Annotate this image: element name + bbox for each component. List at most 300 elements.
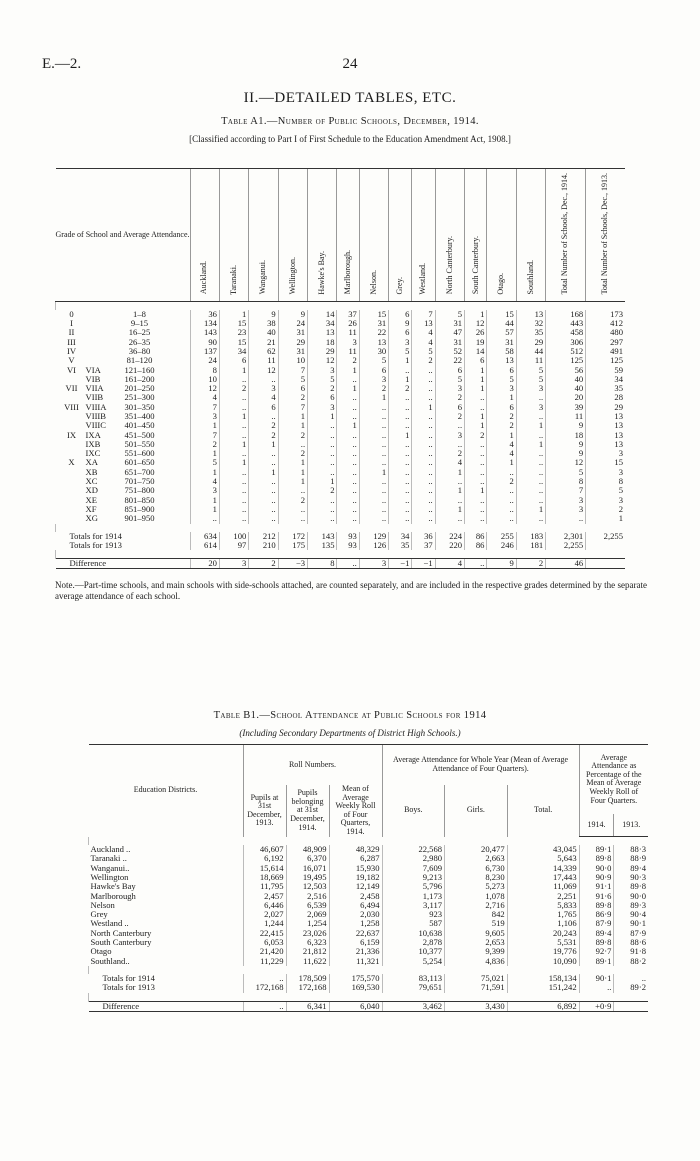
value-cell: 15	[586, 458, 625, 467]
value-cell: ..	[359, 431, 388, 440]
value-cell: 126	[359, 541, 388, 550]
attendance-range: 401–450	[124, 420, 155, 431]
column-header	[249, 169, 278, 302]
value-cell: 634	[190, 532, 219, 541]
roll-header: Roll Numbers.	[243, 745, 382, 786]
value-cell: 6	[435, 403, 464, 412]
subgrade-label: XB	[85, 466, 98, 477]
value-cell: 5	[308, 375, 337, 384]
value-cell: ..	[337, 496, 359, 505]
value-cell: 31	[487, 338, 516, 347]
value-cell: ..	[435, 421, 464, 430]
value-cell: 13	[516, 310, 545, 319]
value-cell: ..	[412, 505, 435, 514]
value-cell: 5	[586, 486, 625, 495]
grade-cell	[56, 496, 191, 505]
column-header-label: South Canterbury.	[470, 236, 480, 295]
value-cell: 5,643	[507, 854, 579, 863]
pupils-1913-header: Pupils at 31st December, 1913.	[243, 785, 286, 837]
value-cell: 34	[586, 375, 625, 384]
value-cell: 6	[308, 393, 337, 402]
value-cell: ..	[337, 440, 359, 449]
attendance-range: 9–15	[130, 318, 149, 329]
mean-roll-header: Mean of Average Weekly Roll of Four Quarters, 1914.	[329, 785, 382, 837]
value-cell: 15,614	[243, 864, 286, 873]
column-header	[219, 169, 248, 302]
value-cell: 1	[337, 384, 359, 393]
value-cell: 255	[487, 532, 516, 541]
value-cell: 83,113	[382, 974, 445, 983]
value-cell: 172,168	[286, 983, 329, 992]
page-number: 24	[342, 56, 358, 72]
value-cell: 13	[586, 421, 625, 430]
value-cell: 212	[249, 532, 278, 541]
value-cell: 8	[546, 477, 586, 486]
value-cell: 519	[445, 919, 508, 928]
value-cell: 29	[586, 403, 625, 412]
value-cell: 10,090	[507, 957, 579, 966]
value-cell: 91·6	[579, 892, 614, 901]
value-cell: 26	[465, 328, 487, 337]
value-cell: 2	[249, 559, 278, 569]
value-cell: 43,045	[507, 845, 579, 854]
value-cell: 6,494	[329, 901, 382, 910]
district-name: Nelson	[90, 899, 115, 910]
subgrade-label: XG	[85, 513, 98, 524]
value-cell: 1	[190, 449, 219, 458]
value-cell: ..	[516, 496, 545, 505]
value-cell: ..	[487, 468, 516, 477]
value-cell: 1	[359, 468, 388, 477]
value-cell: ..	[412, 366, 435, 375]
value-cell: 151,242	[507, 983, 579, 992]
value-cell: 90·3	[614, 873, 648, 882]
value-cell: 13	[359, 338, 388, 347]
value-cell: 6	[435, 366, 464, 375]
value-cell: 9	[546, 440, 586, 449]
value-cell: 19,776	[507, 947, 579, 956]
value-cell: 2,716	[445, 901, 508, 910]
value-cell: 1	[190, 468, 219, 477]
value-cell: 13	[586, 412, 625, 421]
column-header	[435, 169, 464, 302]
value-cell: 6,370	[286, 854, 329, 863]
grade-cell	[56, 468, 191, 477]
value-cell: 3	[359, 375, 388, 384]
value-cell: 6,159	[329, 938, 382, 947]
value-cell: ..	[389, 486, 412, 495]
value-cell: ..	[219, 514, 248, 523]
value-cell: 22,415	[243, 929, 286, 938]
value-cell: 1	[308, 412, 337, 421]
district-name: Marlborough	[90, 890, 136, 901]
value-cell: 21,336	[329, 947, 382, 956]
column-header	[359, 169, 388, 302]
grade-label: II	[68, 327, 75, 338]
attendance-range: 201–250	[124, 383, 155, 394]
value-cell: 88·9	[614, 854, 648, 863]
attendance-range: 36–80	[128, 345, 151, 356]
value-cell: 1	[435, 468, 464, 477]
column-header-label: Westland.	[418, 262, 428, 295]
value-cell: 1	[337, 366, 359, 375]
value-cell: ..	[412, 514, 435, 523]
value-cell: 31	[359, 319, 388, 328]
value-cell: 2,457	[243, 892, 286, 901]
value-cell: ..	[249, 505, 278, 514]
value-cell: 11,795	[243, 882, 286, 891]
column-header-label: Marlborough.	[342, 250, 352, 295]
value-cell: 1	[435, 505, 464, 514]
value-cell: 125	[546, 356, 586, 365]
value-cell: 246	[487, 541, 516, 550]
value-cell: 11	[516, 356, 545, 365]
value-cell: 1	[219, 440, 248, 449]
value-cell: 9	[249, 310, 278, 319]
value-cell: 29	[278, 338, 307, 347]
value-cell: ..	[308, 458, 337, 467]
value-cell: ..	[465, 559, 487, 569]
value-cell: 13	[412, 319, 435, 328]
value-cell: 1	[487, 458, 516, 467]
district-name: South Canterbury	[90, 937, 152, 948]
attendance-range: 801–850	[124, 494, 155, 505]
value-cell: 12	[249, 366, 278, 375]
value-cell: 6	[389, 328, 412, 337]
value-cell: ..	[359, 440, 388, 449]
value-cell: 2,027	[243, 910, 286, 919]
value-cell: 6,446	[243, 901, 286, 910]
column-header	[546, 169, 586, 302]
value-cell: 1	[487, 393, 516, 402]
value-cell: −1	[389, 559, 412, 569]
column-header-label: Hawke's Bay.	[317, 250, 327, 295]
value-cell: 35	[516, 328, 545, 337]
year-1913-header: 1913.	[614, 814, 648, 837]
value-cell: 3	[389, 338, 412, 347]
value-cell: ..	[359, 514, 388, 523]
value-cell: 8	[586, 477, 625, 486]
value-cell: ..	[389, 393, 412, 402]
value-cell: 4	[435, 458, 464, 467]
value-cell: ..	[337, 458, 359, 467]
value-cell: 9,399	[445, 947, 508, 956]
subgrade-label: XA	[85, 457, 98, 468]
value-cell: ..	[412, 393, 435, 402]
value-cell: 7	[278, 403, 307, 412]
value-cell: ..	[389, 440, 412, 449]
value-cell: 15	[487, 310, 516, 319]
value-cell: 614	[190, 541, 219, 550]
value-cell: 11	[546, 412, 586, 421]
value-cell: 1	[487, 431, 516, 440]
district-name: North Canterbury	[90, 927, 152, 938]
grade-label: IV	[66, 345, 77, 356]
value-cell: ..	[435, 496, 464, 505]
value-cell: 125	[586, 356, 625, 365]
value-cell: 183	[516, 532, 545, 541]
attendance-range: 81–120	[126, 355, 153, 366]
value-cell: 90·1	[614, 919, 648, 928]
value-cell: 4	[487, 440, 516, 449]
value-cell: 24	[278, 319, 307, 328]
value-cell: ..	[278, 505, 307, 514]
grade-cell	[56, 505, 191, 514]
value-cell: 3	[308, 403, 337, 412]
value-cell: 7,609	[382, 864, 445, 873]
value-cell: 1,765	[507, 910, 579, 919]
column-header-label: Auckland.	[199, 261, 209, 295]
grade-cell	[56, 310, 191, 319]
value-cell: 1	[435, 486, 464, 495]
value-cell: ..	[249, 514, 278, 523]
attendance-range: 16–25	[128, 327, 151, 338]
grade-cell	[56, 403, 191, 412]
value-cell: 8	[190, 366, 219, 375]
value-cell: 6	[249, 403, 278, 412]
value-cell: 6	[465, 356, 487, 365]
value-cell: 92·7	[579, 947, 614, 956]
value-cell: 7	[412, 310, 435, 319]
value-cell: 1	[219, 366, 248, 375]
value-cell: 1	[219, 412, 248, 421]
attendance-range: 1–8	[133, 308, 146, 319]
value-cell: 1	[516, 440, 545, 449]
value-cell: 143	[308, 532, 337, 541]
table-row	[56, 514, 626, 523]
value-cell: 93	[337, 541, 359, 550]
value-cell: ..	[359, 486, 388, 495]
value-cell: ..	[412, 458, 435, 467]
value-cell: 19,182	[329, 873, 382, 882]
value-cell: 5	[435, 375, 464, 384]
value-cell: ..	[337, 505, 359, 514]
value-cell: ..	[579, 983, 614, 992]
grade-cell	[56, 440, 191, 449]
value-cell: 29	[516, 338, 545, 347]
value-cell: 13	[308, 328, 337, 337]
subgrade-label: IXB	[85, 438, 101, 449]
value-cell: 2,069	[286, 910, 329, 919]
value-cell: 4	[435, 559, 464, 569]
grade-cell	[56, 458, 191, 467]
grade-cell	[56, 366, 191, 375]
value-cell: 40	[249, 328, 278, 337]
value-cell: 4	[190, 393, 219, 402]
table-b-subcaption: (Including Secondary Departments of District High Schools.)	[239, 728, 461, 738]
grade-label: I	[70, 318, 73, 329]
value-cell: ..	[412, 477, 435, 486]
column-header-label: Otago.	[496, 272, 506, 295]
value-cell: ..	[516, 468, 545, 477]
value-cell: 3	[435, 384, 464, 393]
value-cell: 1	[190, 505, 219, 514]
value-cell: 90·0	[579, 864, 614, 873]
value-cell: 3	[586, 449, 625, 458]
value-cell: 458	[546, 328, 586, 337]
value-cell: 15	[219, 338, 248, 347]
value-cell: 6,287	[329, 854, 382, 863]
value-cell: 89·8	[579, 854, 614, 863]
value-cell: 134	[190, 319, 219, 328]
value-cell: 1	[219, 458, 248, 467]
value-cell: 31	[435, 338, 464, 347]
value-cell: 480	[586, 328, 625, 337]
value-cell: 5,254	[382, 957, 445, 966]
value-cell: 89·4	[579, 929, 614, 938]
attendance-range: 601–650	[124, 457, 155, 468]
value-cell: 1	[389, 431, 412, 440]
value-cell: 6,341	[286, 1001, 329, 1011]
value-cell: ..	[359, 403, 388, 412]
value-cell: 1,078	[445, 892, 508, 901]
value-cell: ..	[412, 468, 435, 477]
value-cell: 3	[190, 486, 219, 495]
value-cell: 2,255	[586, 532, 625, 541]
value-cell: ..	[359, 505, 388, 514]
value-cell: 6,192	[243, 854, 286, 863]
value-cell: 1	[278, 412, 307, 421]
value-cell: ..	[249, 375, 278, 384]
column-header-label: Wellington.	[287, 257, 297, 295]
value-cell: 86	[465, 541, 487, 550]
value-cell: ..	[337, 449, 359, 458]
column-header	[516, 169, 545, 302]
value-cell: ..	[337, 375, 359, 384]
district-name: Southland..	[90, 955, 130, 966]
value-cell: 12	[546, 458, 586, 467]
value-cell: 7	[278, 366, 307, 375]
value-cell: 89·1	[579, 845, 614, 854]
value-cell: 2	[487, 477, 516, 486]
value-cell: ..	[308, 421, 337, 430]
attendance-range: 901–950	[124, 513, 155, 524]
value-cell: 29	[308, 347, 337, 356]
value-cell: 6	[487, 366, 516, 375]
value-cell: 34	[308, 319, 337, 328]
value-cell: 17,443	[507, 873, 579, 882]
value-cell: 91·1	[579, 882, 614, 891]
value-cell: 1	[586, 514, 625, 523]
value-cell: 143	[190, 328, 219, 337]
value-cell: ..	[278, 486, 307, 495]
value-cell: 2	[435, 449, 464, 458]
value-cell: 9	[278, 310, 307, 319]
value-cell: ..	[308, 505, 337, 514]
value-cell: 172	[278, 532, 307, 541]
totals-label: Totals for 1913	[102, 982, 155, 993]
value-cell: 47	[435, 328, 464, 337]
value-cell: 8	[308, 559, 337, 569]
value-cell: 3	[586, 496, 625, 505]
column-header	[487, 169, 516, 302]
value-cell: 88·2	[614, 957, 648, 966]
value-cell: 75,021	[445, 974, 508, 983]
value-cell: ..	[465, 505, 487, 514]
attendance-range: 251–300	[124, 392, 155, 403]
value-cell: ..	[337, 403, 359, 412]
value-cell: 22	[359, 328, 388, 337]
value-cell: 19,495	[286, 873, 329, 882]
grade-cell	[56, 384, 191, 393]
value-cell: 1	[389, 375, 412, 384]
totals-label: Totals for 1914	[69, 530, 122, 541]
value-cell: 5	[516, 375, 545, 384]
column-header	[278, 169, 307, 302]
value-cell: 5	[278, 375, 307, 384]
value-cell: 18,669	[243, 873, 286, 882]
column-header-label: Taranaki.	[228, 264, 238, 295]
value-cell: 20	[546, 393, 586, 402]
value-cell: ..	[516, 477, 545, 486]
value-cell: 2	[219, 384, 248, 393]
grade-label: IX	[66, 429, 77, 440]
grade-header: Grade of School and Average Attendance.	[56, 169, 191, 302]
value-cell: 2	[308, 384, 337, 393]
district-name: Hawke's Bay	[90, 881, 136, 892]
value-cell: 22	[435, 356, 464, 365]
value-cell: 18	[546, 431, 586, 440]
attendance-range: 701–750	[124, 476, 155, 487]
district-name: Otago	[90, 946, 112, 957]
pupils-1914-header: Pupils belonging at 31st December, 1914.	[286, 785, 329, 837]
attendance-range: 501–550	[124, 438, 155, 449]
value-cell: 1	[249, 440, 278, 449]
year-1914-header: 1914.	[579, 814, 614, 837]
total-header: Total.	[507, 785, 579, 837]
value-cell	[586, 559, 625, 569]
value-cell: 297	[586, 338, 625, 347]
district-name: Taranaki ..	[90, 853, 127, 864]
value-cell: ..	[516, 486, 545, 495]
value-cell: ..	[516, 393, 545, 402]
value-cell: 28	[586, 393, 625, 402]
value-cell: 12	[190, 384, 219, 393]
districts-header: Education Districts.	[89, 745, 244, 837]
value-cell: 10,638	[382, 929, 445, 938]
value-cell: 2	[487, 412, 516, 421]
value-cell: ..	[435, 477, 464, 486]
grade-label: VI	[66, 364, 77, 375]
value-cell: 5,273	[445, 882, 508, 891]
value-cell: 31	[435, 319, 464, 328]
value-cell: 6	[359, 366, 388, 375]
value-cell: ..	[359, 421, 388, 430]
value-cell: ..	[308, 431, 337, 440]
subgrade-label: IXC	[85, 448, 101, 459]
value-cell: ..	[278, 514, 307, 523]
value-cell: 4	[190, 477, 219, 486]
value-cell: 135	[308, 541, 337, 550]
table-b1	[88, 744, 648, 1012]
value-cell: 16,071	[286, 864, 329, 873]
column-header	[308, 169, 337, 302]
value-cell: 21,812	[286, 947, 329, 956]
value-cell: ..	[389, 458, 412, 467]
value-cell: 48,329	[329, 845, 382, 854]
value-cell: ..	[487, 514, 516, 523]
value-cell: 11,321	[329, 957, 382, 966]
value-cell: 46,607	[243, 845, 286, 854]
value-cell: 86	[465, 532, 487, 541]
value-cell: 3	[219, 559, 248, 569]
value-cell: 2,301	[546, 532, 586, 541]
value-cell: ..	[487, 505, 516, 514]
value-cell: 12	[308, 356, 337, 365]
value-cell: 40	[546, 375, 586, 384]
value-cell: 5	[516, 366, 545, 375]
grade-cell	[56, 477, 191, 486]
